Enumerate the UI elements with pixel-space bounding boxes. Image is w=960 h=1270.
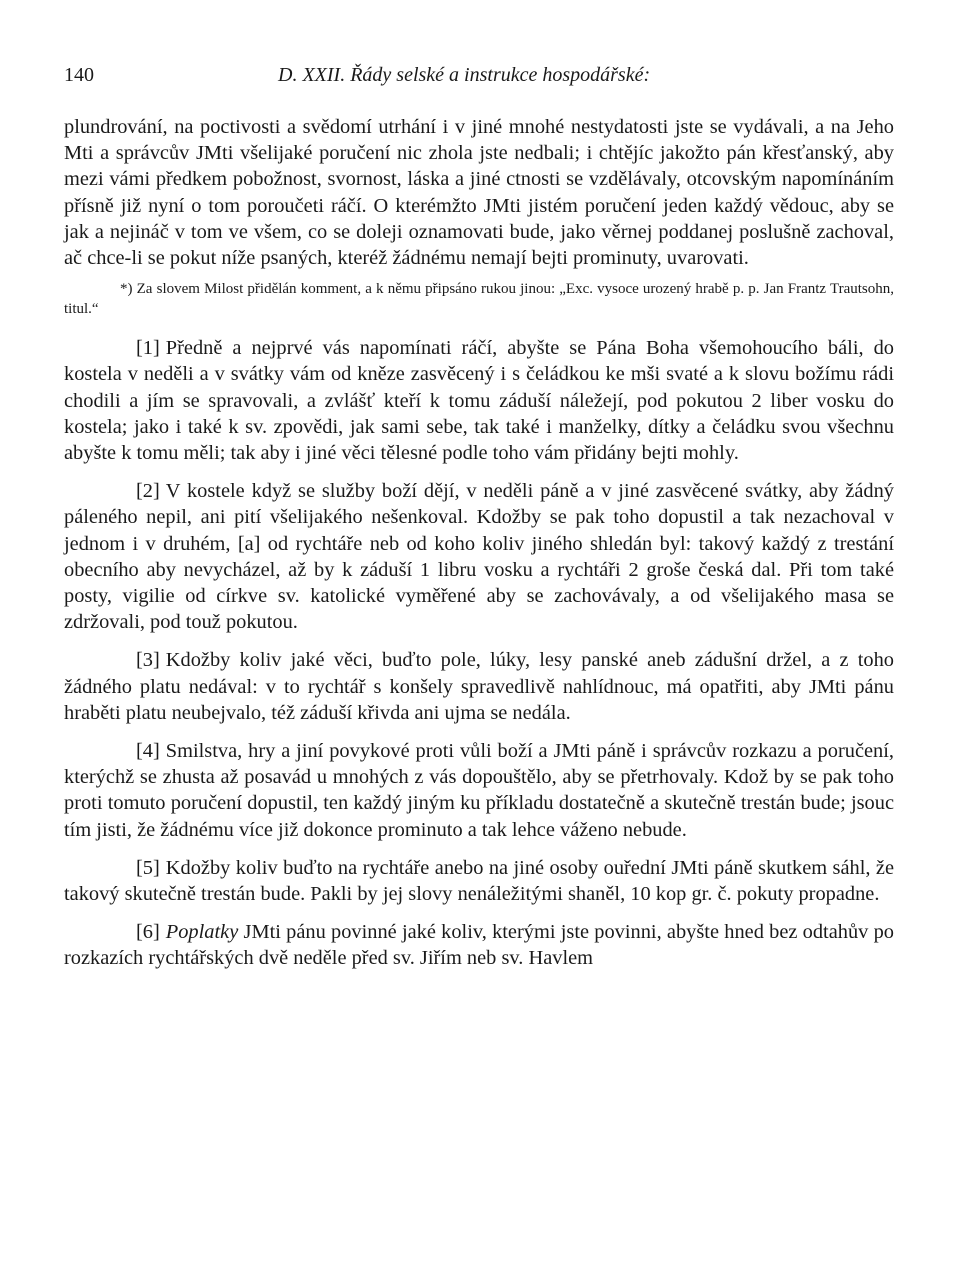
paragraph-number: [3] [136, 649, 160, 672]
paragraph-text: Předně a nejprvé vás napomínati ráčí, abyšte se Pána Boha všemohoucího báli, do kostela v neděli a v svátky vám od kněze zasvěcený i s čeládkou ke mši svaté a k slovu božímu rádi chodili a jím se spravovali, a zvlášť kteří k tomu záduší náležejí, pod pokutou 2 liber vosku do kostela; jako i také k sv. zpovědi, jak sami sebe, tak také i manželky, dítky a čeládku svou všechnu abyšte k tomu měli; tak aby i jiné věci tělesné podle toho vám přidány bejti mohly. [64, 337, 894, 465]
paragraph-text: V kostele když se služby boží dějí, v neděli páně a v jiné zasvěcené svátky, aby žádný páleného nepil, ani pití všelijakého nešenkoval. Kdožby se pak toho dopustil a tak nezachoval v jednom i v druhém, [a] od rychtáře neb od koho koliv jiného shledán byl: takový každý z trestání obecního aby nevycházel, až by k záduší 1 libru vosku a rychtáři 2 groše česká dal. Při tom také posty, vigilie od církve sv. katolické vyměřené aby se zachovávaly, a od všelijakého masa se zdržovali, pod touž pokutou. [64, 480, 894, 634]
paragraph-5 [64, 855, 894, 907]
paragraph-3 [64, 647, 894, 726]
intro-paragraph: plundrování, na poctivosti a svědomí utrhání i v jiné mnohé nestydatosti jste se vydávali, a na Jeho Mti a správcův JMti všelijaké poručení nic zhola jste nedbali; i chtějíc jakožto pán křesťanský, aby mezi vámi předkem pobožnost, svornost, láska a jiné ctnosti se vzdělávaly, otcovským napomínáním přísně již nyní o tom poroučeti ráčí. O kterémžto JMti jistém poručení jeden každý vědouc, aby se jak a nejináč v tom ve všem, co se doleji oznamovati bude, jako věrnej poddanej poslušně zachoval, ač chce-li se pokut níže psaných, kteréž žádnému nemají bejti prominuty, uvarovati. [64, 116, 894, 270]
paragraph-number: [6] [136, 921, 160, 944]
paragraph-text: JMti pánu povinné jaké koliv, kterými jste povinni, abyšte hned bez odtahův po rozkazích rychtářských dvě neděle před sv. Jiřím neb sv. Havlem [64, 921, 894, 970]
paragraph-number: [4] [136, 740, 160, 763]
footnote: *) Za slovem Milost přidělán komment, a k němu připsáno rukou jinou: „Exc. vysoce urozený hrabě p. p. Jan Frantz Trautsohn, titul.“ [64, 281, 894, 318]
paragraph-number: [5] [136, 856, 160, 879]
paragraph-text: Kdožby koliv buďto na rychtáře anebo na jiné osoby ouřední JMti páně skutkem sáhl, že takový skutečně trestán bude. Pakli by jej slovy nenáležitými shaněl, 10 kop gr. č. pokuty propadne. [64, 856, 894, 906]
page-header [64, 60, 894, 90]
page-number: 140 [64, 64, 94, 86]
paragraph-6 [64, 919, 894, 971]
paragraph-number: [2] [136, 480, 160, 503]
paragraph-2 [64, 478, 894, 635]
paragraph-number: [1] [136, 337, 160, 360]
running-title: D. XXII. Řády selské a instrukce hospodářské: [278, 64, 651, 86]
paragraph-text: Kdožby koliv jaké věci, buďto pole, lúky, lesy panské aneb zádušní držel, a z toho žádného platu nedával: v to rychtář s konšely spravedlivě nahlídnouc, má opatřiti, aby JMti pánu hraběti platu neubejvalo, též záduší křivda ani ujma se nedála. [64, 649, 894, 724]
body-text [64, 114, 894, 972]
paragraph-4 [64, 738, 894, 843]
emphasized-term: Poplatky [165, 921, 239, 944]
paragraph-text: Smilstva, hry a jiní povykové proti vůli boží a JMti páně i správcův rozkazu a poručení, kterýchž se zhusta až posavád u mnohých z vás dopouštělo, aby se přetrhovaly. Kdož by se pak toho proti tomuto poručení dopustil, ten každý jiným ku příkladu dostatečně a skutečně trestán bude; jsouc tím jisti, že žádnému více již dokonce prominuto a tak lehce váženo nebude. [64, 740, 894, 841]
paragraph-1 [64, 335, 894, 466]
